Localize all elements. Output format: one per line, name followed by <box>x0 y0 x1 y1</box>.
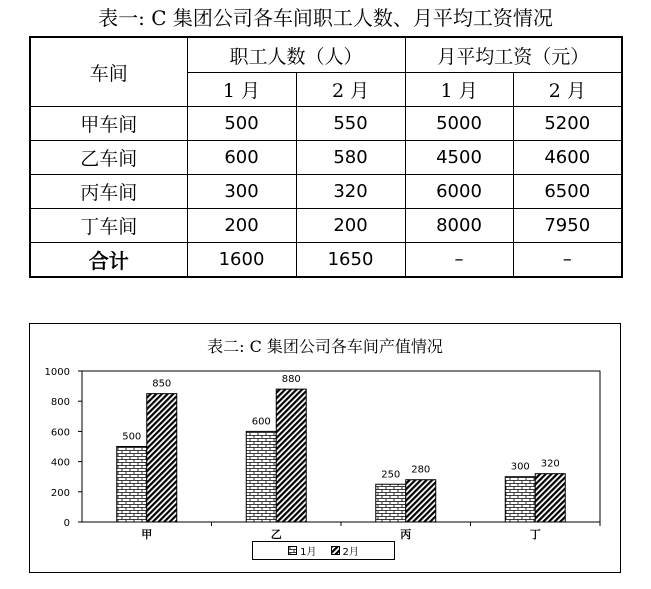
y-tick-label: 200 <box>50 487 70 499</box>
cell: 7950 <box>513 209 622 243</box>
y-tick-label: 400 <box>50 457 70 469</box>
cell: 8000 <box>405 209 513 243</box>
legend-item <box>331 543 359 558</box>
chart-legend <box>252 541 395 560</box>
cell: 5000 <box>405 107 513 141</box>
cell: 550 <box>296 107 405 141</box>
x-tick-label: 丁 <box>529 528 541 541</box>
legend-label: 2月 <box>342 547 359 558</box>
cell: 320 <box>296 175 405 209</box>
x-tick-label: 甲 <box>141 528 153 541</box>
row-name: 甲车间 <box>30 107 187 141</box>
cell: 4500 <box>405 141 513 175</box>
cell: 500 <box>187 107 296 141</box>
data-label: 280 <box>411 464 431 476</box>
x-tick-label: 丙 <box>400 528 412 541</box>
header-workshop: 车间 <box>30 37 187 107</box>
row-name: 乙车间 <box>30 141 187 175</box>
cell: 6500 <box>513 175 622 209</box>
legend-item <box>288 543 316 558</box>
row-name: 丁车间 <box>30 209 187 243</box>
data-label: 880 <box>281 374 301 386</box>
table1-title: 表一: C 集团公司各车间职工人数、月平均工资情况 <box>98 6 553 30</box>
bar <box>276 389 306 522</box>
cell: 4600 <box>513 141 622 175</box>
bar <box>535 474 565 522</box>
legend-label: 1月 <box>300 547 317 558</box>
cell: 1600 <box>187 243 296 278</box>
header-month: 2 月 <box>296 73 405 107</box>
bar <box>246 431 276 522</box>
data-label: 300 <box>510 461 530 473</box>
y-tick-label: 600 <box>50 427 70 439</box>
bar <box>505 477 535 522</box>
header-month: 2 月 <box>513 73 622 107</box>
header-wage: 月平均工资（元） <box>405 37 622 73</box>
bar <box>117 447 147 523</box>
cell: 600 <box>187 141 296 175</box>
chart-title: 表二: C 集团公司各车间产值情况 <box>207 337 443 356</box>
y-tick-label: 1000 <box>44 367 70 378</box>
data-label: 600 <box>251 416 271 428</box>
row-name: 丙车间 <box>30 175 187 209</box>
cell: – <box>405 243 513 278</box>
cell: 580 <box>296 141 405 175</box>
bar <box>376 484 406 522</box>
data-label: 250 <box>381 469 401 481</box>
bar <box>147 394 177 522</box>
cell: 200 <box>296 209 405 243</box>
cell: 300 <box>187 175 296 209</box>
header-workers: 职工人数（人） <box>187 37 405 73</box>
row-name: 合计 <box>30 243 187 278</box>
cell: 5200 <box>513 107 622 141</box>
data-label: 500 <box>122 431 142 443</box>
bar <box>406 480 436 522</box>
y-tick-label: 800 <box>50 397 70 409</box>
cell: 200 <box>187 209 296 243</box>
cell: – <box>513 243 622 278</box>
header-month: 1 月 <box>187 73 296 107</box>
x-tick-label: 乙 <box>270 528 282 541</box>
data-label: 850 <box>152 378 172 390</box>
cell: 1650 <box>296 243 405 278</box>
header-month: 1 月 <box>405 73 513 107</box>
y-tick-label: 0 <box>63 518 70 529</box>
data-label: 320 <box>540 458 560 470</box>
cell: 6000 <box>405 175 513 209</box>
